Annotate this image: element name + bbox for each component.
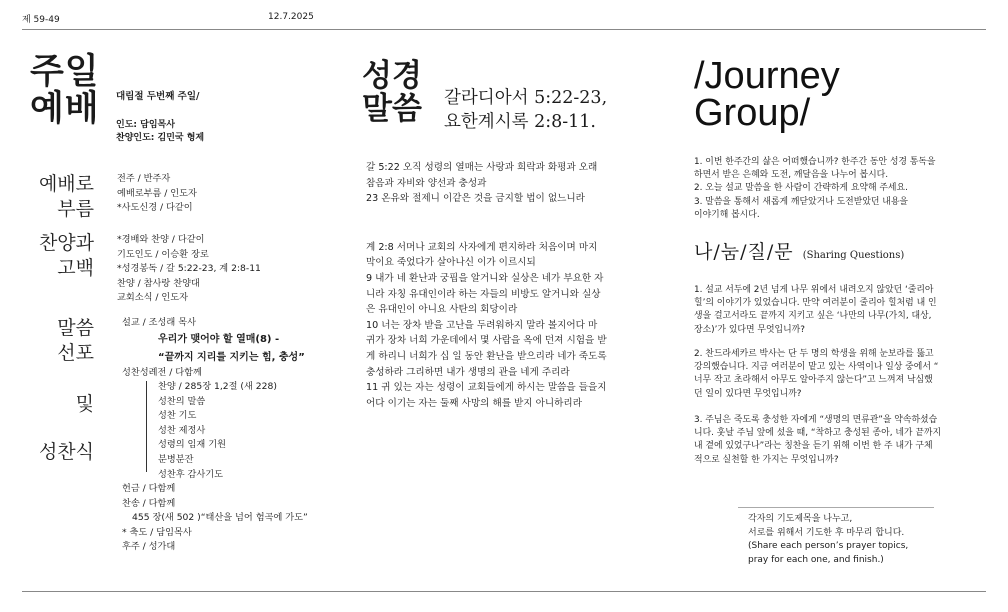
sermon-title-2: “끝까지 지리를 지키는 힘, 충성”	[158, 352, 305, 363]
leader-line: 인도: 담임목사	[116, 120, 175, 130]
scripture-line: 계 2:8 서머나 교회의 사자에게 편지하라 처음이며 마지	[366, 241, 598, 253]
communion-item: 성찬의 말씀	[158, 395, 206, 407]
order-item: 후주 / 성가대	[122, 541, 176, 553]
section-label-line: 및	[75, 393, 94, 415]
section-label-line: 말씀	[57, 317, 94, 339]
section-and	[22, 392, 94, 417]
order-item: *경배와 찬양 / 다같이	[117, 234, 205, 245]
scripture-title	[362, 60, 422, 126]
communion-label: 성찬성례전 / 다함께	[122, 367, 202, 378]
closing-line: 서로를 위해서 기도한 후 마무리 합니다.	[748, 527, 905, 538]
worship-title-line: 예배	[30, 89, 100, 129]
question-line: 이야기해 봅시다.	[694, 209, 760, 220]
order-item: 찬송 / 다함께	[122, 497, 176, 509]
communion-item: 분병분잔	[158, 453, 194, 465]
service-subtitle: 대림절 두번째 주일/	[116, 91, 200, 102]
communion-item: 성령의 임재 기원	[158, 439, 226, 451]
sermon-title-1: 우리가 맺어야 할 열매(8) -	[158, 334, 280, 345]
question-line: 1. 이번 한주간의 삶은 어떠했습니까? 한주간 동안 성경 통독을	[694, 157, 936, 167]
reference-line: 요한계시록 2:8-11.	[444, 112, 596, 132]
worship-title	[30, 54, 100, 128]
communion-bracket	[146, 381, 147, 472]
section-label-line: 고백	[57, 257, 94, 279]
question-line: 2. 찬드라세카르 박사는 단 두 명의 학생을 위해 눈보라를 뚫고	[694, 349, 934, 359]
scripture-text	[366, 150, 607, 421]
closing-prayer	[748, 513, 908, 567]
sharing-questions-heading	[694, 237, 904, 264]
bottom-rule	[22, 591, 986, 592]
order-item: 헌금 / 다함께	[122, 483, 176, 494]
top-rule	[22, 29, 986, 30]
scripture-line: 참음과 자비와 양선과 충성과	[366, 177, 487, 189]
scripture-line: 갈 5:22 오직 성령의 열매는 사랑과 희락과 화평과 오래	[366, 162, 598, 173]
scripture-line: 게 하리니 너희가 십 일 동안 환난을 받으리라 네가 죽도록	[366, 350, 607, 362]
section-label-line: 찬양과	[38, 232, 94, 254]
date: 12.7.2025	[268, 12, 314, 22]
section-praise-confession	[22, 231, 94, 281]
scripture-line: 10 너는 장차 받을 고난을 두려워하지 말라 볼지어다 마	[366, 319, 598, 331]
sharing-question-3	[694, 414, 941, 467]
question-line: 너무 작고 초라해서 아무도 알아주지 않는다”고 느껴져 낙심했	[694, 375, 933, 386]
call-to-worship-list	[117, 172, 197, 216]
question-line: 던 일이 있다면 무엇입니까?	[694, 388, 802, 399]
section-sermon	[22, 316, 94, 366]
order-item: 455 장(새 502 )“태산을 넘어 험곡에 가도”	[132, 512, 308, 524]
scripture-line: 막이요 죽었다가 살아나신 이가 이르시되	[366, 257, 536, 269]
section-label-line: 성찬식	[38, 441, 94, 463]
question-line: 적으로 실천할 한 가지는 무엇입니까?	[694, 454, 839, 465]
reference-line: 갈라디아서 5:22-23,	[444, 88, 608, 108]
communion-item: 찬양 / 285장 1,2절 (새 228)	[158, 381, 277, 392]
communion-item: 성찬후 감사기도	[158, 468, 224, 480]
question-line: 생을 걸고서라도 끝까지 지키고 싶은 ‘나만의 나무(가치, 대상,	[694, 311, 932, 322]
closing-rule	[738, 507, 934, 508]
scripture-line: 충성하라 그리하면 내가 생명의 관을 네게 주리라	[366, 366, 570, 378]
scripture-title-line: 성경	[362, 58, 422, 94]
closing-list	[122, 482, 308, 555]
question-line: 내 곁에 있었구나”라는 칭찬을 듣기 위해 이번 한 주 내가 구체	[694, 441, 933, 452]
order-item: 기도인도 / 이승환 장로	[117, 248, 209, 260]
question-line: 장소)’가 있다면 무엇입니까?	[694, 324, 805, 335]
section-label-line: 부름	[57, 198, 94, 220]
intro-questions	[694, 156, 936, 222]
sharing-question-2	[694, 348, 938, 401]
closing-line: 각자의 기도제목을 나누고,	[748, 514, 853, 524]
question-line: 힐’의 이야기가 있었습니다. 만약 여러분이 줄리아 힐처럼 내 인	[694, 298, 937, 309]
scripture-line: 은 유대인이 아니요 사탄의 회당이라	[366, 304, 518, 316]
order-item: *사도신경 / 다같이	[117, 202, 193, 214]
question-line: 2. 오늘 설교 말씀을 한 사람이 간략하게 요약해 주세요.	[694, 183, 908, 194]
scripture-line: 23 온유와 절제니 이같은 것을 금지할 법이 없느니라	[366, 193, 585, 205]
leaders	[116, 119, 204, 145]
scripture-line: 어다 이기는 자는 둘째 사망의 해를 받지 아니하리라	[366, 397, 582, 409]
issue-number: 제 59-49	[22, 15, 60, 25]
order-item: *성경봉독 / 갈 5:22-23, 계 2:8-11	[117, 263, 261, 275]
section-label-line: 예배로	[38, 173, 94, 195]
praise-list	[117, 233, 261, 306]
sharing-subtitle: (Sharing Questions)	[802, 250, 905, 261]
journey-group-title	[694, 55, 840, 134]
question-line: 1. 설교 서두에 2년 넘게 나무 위에서 내려오지 않았던 ‘줄리아	[694, 285, 934, 295]
question-line: 강의했습니다. 지금 여러분이 맡고 있는 사역이나 일상 중에서 “	[694, 362, 939, 373]
question-line: 니다. 훗날 주님 앞에 섰을 때, “착하고 충성된 종아, 네가 끝까지	[694, 428, 942, 439]
scripture-line: 니라 자칭 유대인이라 하는 자들의 비방도 알거니와 실상	[366, 288, 601, 300]
communion-list	[158, 380, 277, 482]
closing-line: pray for each one, and finish.)	[748, 554, 884, 565]
scripture-line: 11 귀 있는 자는 성령이 교회들에게 하시는 말씀을 들을지	[366, 382, 607, 394]
order-item: 예배로부름 / 인도자	[117, 187, 197, 199]
journey-title-line: Group/	[694, 92, 811, 134]
order-item: 전주 / 반주자	[117, 173, 171, 184]
communion-item: 성찬 제정사	[158, 424, 206, 436]
worship-title-line: 주일	[30, 52, 100, 92]
journey-title-line: /Journey	[694, 55, 840, 97]
section-call-to-worship	[22, 172, 94, 222]
scripture-line: 9 내가 네 환난과 궁핍을 알거니와 실상은 네가 부요한 자	[366, 272, 604, 284]
leader-line: 찬양인도: 김민국 형제	[116, 133, 205, 143]
sermon-preacher: 설교 / 조성래 목사	[122, 317, 196, 328]
question-line: 3. 말씀을 통해서 새롭게 깨닫았거나 도전받았던 내용을	[694, 196, 909, 207]
section-label-line: 선포	[57, 342, 94, 364]
closing-line: (Share each person’s prayer topics,	[748, 541, 909, 552]
scripture-reference	[444, 86, 607, 134]
order-item: 찬양 / 참사랑 찬양대	[117, 277, 200, 289]
order-item: 교회소식 / 인도자	[117, 292, 189, 304]
sharing-question-1	[694, 284, 937, 337]
question-line: 하면서 받은 은혜와 도전, 깨달음을 나누어 봅시다.	[694, 170, 889, 181]
section-communion	[22, 440, 94, 465]
communion-item: 성찬 기도	[158, 410, 197, 422]
order-item: * 축도 / 담임목사	[122, 526, 192, 538]
scripture-line: 귀가 장차 너희 가운데에서 몇 사람을 옥에 던져 시험을 받	[366, 335, 607, 347]
scripture-title-line: 말씀	[362, 91, 422, 127]
sharing-title: 나/눔/질/문	[694, 241, 794, 263]
question-line: 3. 주님은 죽도록 충성한 자에게 “생명의 면류관”을 약속하셨습	[694, 415, 938, 425]
